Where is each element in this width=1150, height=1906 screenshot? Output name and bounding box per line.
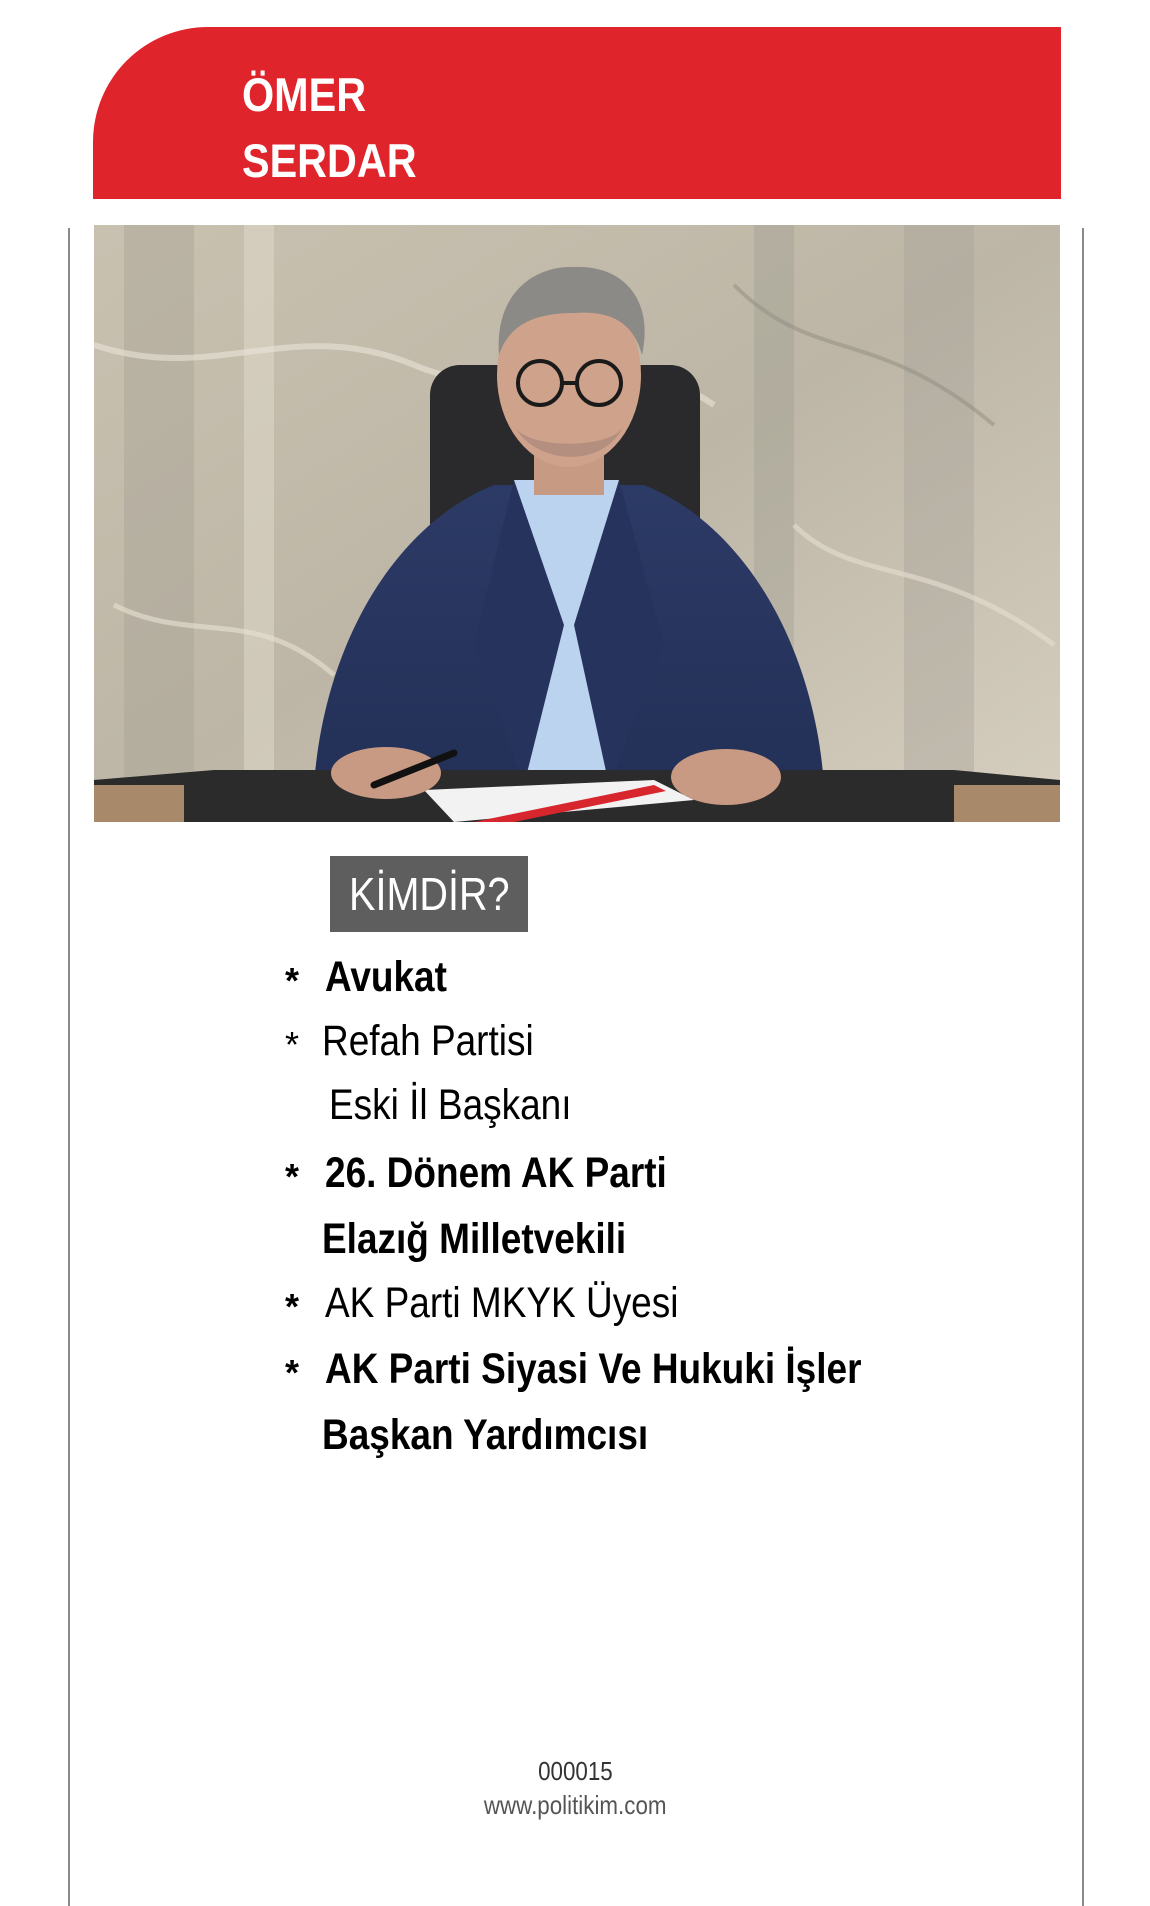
bio-item: Eski İl Başkanı bbox=[329, 1081, 572, 1129]
section-title: KİMDİR? bbox=[330, 856, 528, 932]
bio-item: Elazığ Milletvekili bbox=[322, 1215, 627, 1263]
website-link[interactable]: www.politikim.com bbox=[483, 1790, 667, 1820]
bio-item: 26. Dönem AK Parti bbox=[325, 1149, 667, 1197]
bullet-star: * bbox=[285, 1024, 300, 1065]
bullet-star: * bbox=[285, 1156, 300, 1197]
bullet-star: * bbox=[285, 960, 300, 1001]
bio-item: Başkan Yardımcısı bbox=[322, 1411, 649, 1459]
bullet-star: * bbox=[285, 1286, 300, 1327]
bio-item: AK Parti Siyasi Ve Hukuki İşler bbox=[325, 1345, 862, 1393]
portrait-photo bbox=[94, 225, 1060, 822]
bio-item: Avukat bbox=[325, 953, 447, 1001]
last-name: SERDAR bbox=[242, 134, 417, 187]
document-code: 000015 bbox=[537, 1756, 613, 1786]
bio-item: Refah Partisi bbox=[322, 1017, 534, 1065]
person-name bbox=[242, 62, 417, 194]
bio-item: AK Parti MKYK Üyesi bbox=[325, 1279, 679, 1327]
bullet-star: * bbox=[285, 1352, 300, 1393]
first-name: ÖMER bbox=[242, 68, 367, 121]
name-banner bbox=[93, 27, 1061, 199]
